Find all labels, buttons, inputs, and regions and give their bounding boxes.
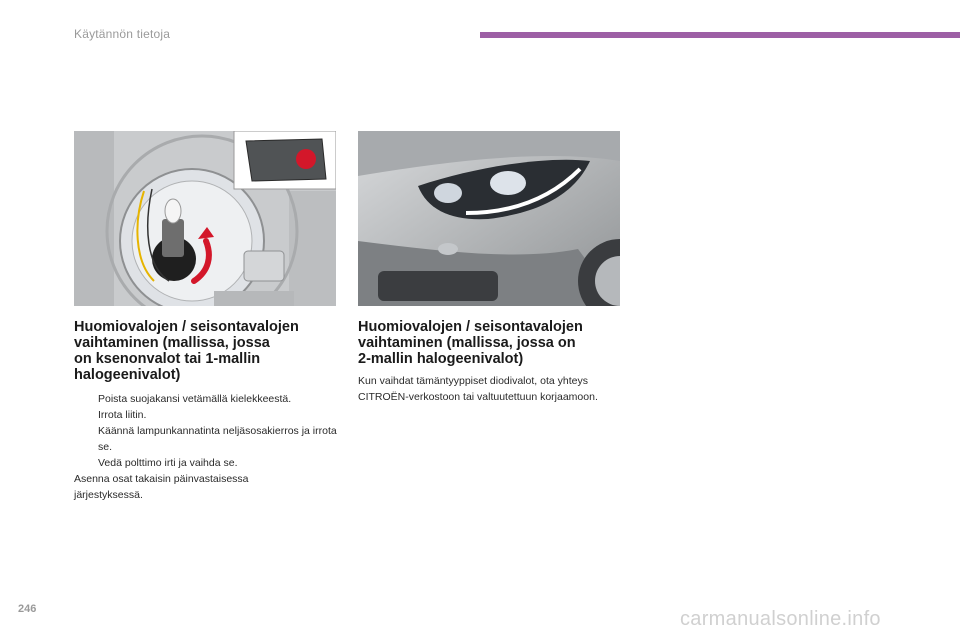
step-item: Irrota liitin. (98, 409, 147, 421)
section-title: Käytännön tietoja (74, 27, 171, 41)
replacement-steps (74, 391, 344, 471)
accent-bar (480, 32, 960, 38)
step-item: Vedä polttimo irti ja vaihda se. (98, 457, 238, 469)
reassembly-note: Asenna osat takaisin päinvastaisessa järjestyksessä. (74, 473, 249, 501)
heading-halogen-2: Huomiovalojen / seisontavalojen vaihtaminen (mallissa, jossa on 2-mallin halogeenivalot) (358, 319, 583, 367)
heading-xenon-halogen-1: Huomiovalojen / seisontavalojen vaihtaminen (mallissa, jossa on ksenonvalot tai 1-mallin halogeenivalot) (74, 319, 299, 383)
watermark: carmanualsonline.info (680, 608, 881, 630)
step-item: Käännä lampunkannatinta neljäsosakierros ja irrota se. (98, 425, 337, 453)
page-number: 246 (18, 603, 37, 615)
headlamp-bulb-illustration (74, 131, 336, 306)
car-front-led-illustration (358, 131, 620, 306)
led-service-text: Kun vaihdat tämäntyyppiset diodivalot, ota yhteys CITROËN-verkostoon tai valtuutettuun korjaamoon. (358, 375, 598, 403)
step-item: Poista suojakansi vetämällä kielekkeestä. (98, 393, 292, 405)
